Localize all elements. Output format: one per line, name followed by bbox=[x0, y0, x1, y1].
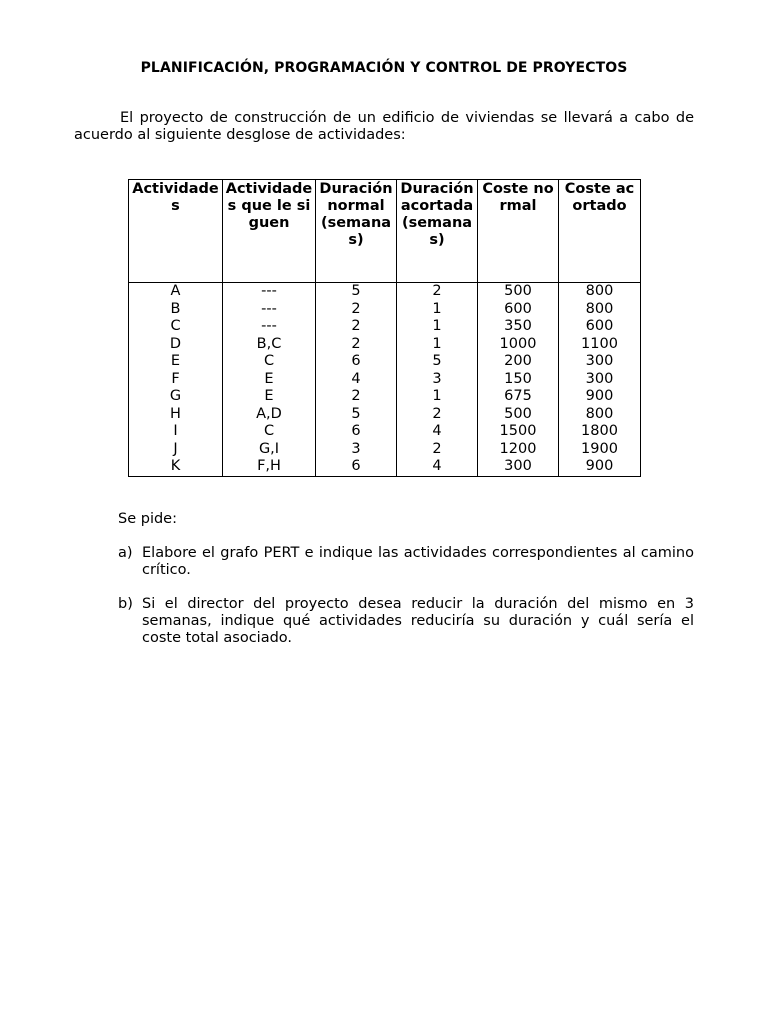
table-cell: 800 bbox=[559, 406, 641, 424]
table-cell: 4 bbox=[316, 371, 397, 389]
question-b bbox=[118, 596, 694, 647]
question-marker: b) bbox=[118, 596, 133, 612]
table-row bbox=[129, 353, 641, 371]
table-cell: E bbox=[223, 388, 316, 406]
table-cell: B bbox=[129, 301, 223, 319]
table-cell: 4 bbox=[397, 458, 478, 476]
table-row bbox=[129, 371, 641, 389]
table-cell: 900 bbox=[559, 388, 641, 406]
table-cell: E bbox=[223, 371, 316, 389]
header-coste-normal: Coste normal bbox=[478, 180, 559, 283]
table-cell: 1 bbox=[397, 336, 478, 354]
table-cell: --- bbox=[223, 301, 316, 319]
table-cell: 500 bbox=[478, 406, 559, 424]
question-text: Si el director del proyecto desea reducir la duración del mismo en 3 semanas, indique qué actividades reduciría su duración y cuál sería el coste total asociado. bbox=[142, 596, 694, 646]
table-cell: 5 bbox=[316, 283, 397, 301]
table-cell: G,I bbox=[223, 441, 316, 459]
table-cell: 675 bbox=[478, 388, 559, 406]
table-cell: H bbox=[129, 406, 223, 424]
table-cell: 2 bbox=[397, 283, 478, 301]
table-cell: K bbox=[129, 458, 223, 476]
table-row bbox=[129, 458, 641, 476]
table-row bbox=[129, 283, 641, 301]
table-cell: A bbox=[129, 283, 223, 301]
table-cell: 5 bbox=[316, 406, 397, 424]
table-cell: C bbox=[223, 353, 316, 371]
header-duracion-normal: Duración normal (semanas) bbox=[316, 180, 397, 283]
header-actividades: Actividades bbox=[129, 180, 223, 283]
table-header-row bbox=[129, 180, 641, 283]
table-row bbox=[129, 441, 641, 459]
table-cell: 6 bbox=[316, 423, 397, 441]
table-cell: 1800 bbox=[559, 423, 641, 441]
header-actividades-que-le-siguen: Actividades que le siguen bbox=[223, 180, 316, 283]
table-cell: 2 bbox=[316, 318, 397, 336]
table-cell: J bbox=[129, 441, 223, 459]
table-cell: B,C bbox=[223, 336, 316, 354]
table-cell: 1200 bbox=[478, 441, 559, 459]
table-cell: 600 bbox=[559, 318, 641, 336]
table-cell: 1 bbox=[397, 388, 478, 406]
table-cell: --- bbox=[223, 283, 316, 301]
table-cell: 2 bbox=[316, 388, 397, 406]
table-cell: A,D bbox=[223, 406, 316, 424]
table-cell: I bbox=[129, 423, 223, 441]
header-duracion-acortada: Duración acortada (semanas) bbox=[397, 180, 478, 283]
table-cell: 300 bbox=[478, 458, 559, 476]
table-row bbox=[129, 301, 641, 319]
table-row bbox=[129, 423, 641, 441]
table-row bbox=[129, 336, 641, 354]
table-cell: 6 bbox=[316, 353, 397, 371]
document-title: PLANIFICACIÓN, PROGRAMACIÓN Y CONTROL DE PROYECTOS bbox=[140, 60, 628, 76]
table-cell: 1 bbox=[397, 301, 478, 319]
table-cell: 300 bbox=[559, 371, 641, 389]
table-cell: 2 bbox=[397, 406, 478, 424]
table-cell: 600 bbox=[478, 301, 559, 319]
table-cell: E bbox=[129, 353, 223, 371]
table-cell: 3 bbox=[397, 371, 478, 389]
header-coste-acortado: Coste acortado bbox=[559, 180, 641, 283]
table-cell: 2 bbox=[316, 301, 397, 319]
table-cell: D bbox=[129, 336, 223, 354]
activities-table bbox=[128, 179, 641, 477]
table-cell: --- bbox=[223, 318, 316, 336]
question-marker: a) bbox=[118, 545, 133, 561]
table-cell: 3 bbox=[316, 441, 397, 459]
question-a bbox=[118, 545, 694, 579]
table-cell: 350 bbox=[478, 318, 559, 336]
table-cell: 2 bbox=[397, 441, 478, 459]
table-cell: C bbox=[129, 318, 223, 336]
table-cell: 1900 bbox=[559, 441, 641, 459]
table-body bbox=[129, 283, 641, 477]
table-cell: 5 bbox=[397, 353, 478, 371]
table-cell: 1 bbox=[397, 318, 478, 336]
table-row bbox=[129, 318, 641, 336]
table-cell: 1500 bbox=[478, 423, 559, 441]
table-row bbox=[129, 388, 641, 406]
table-cell: 4 bbox=[397, 423, 478, 441]
table-cell: C bbox=[223, 423, 316, 441]
table-row bbox=[129, 406, 641, 424]
question-text: Elabore el grafo PERT e indique las actividades correspondientes al camino crítico. bbox=[142, 545, 694, 578]
table-cell: 1100 bbox=[559, 336, 641, 354]
table-cell: 800 bbox=[559, 283, 641, 301]
table-cell: F,H bbox=[223, 458, 316, 476]
table-cell: 800 bbox=[559, 301, 641, 319]
table-cell: 1000 bbox=[478, 336, 559, 354]
table-cell: 900 bbox=[559, 458, 641, 476]
table-cell: 200 bbox=[478, 353, 559, 371]
table-cell: F bbox=[129, 371, 223, 389]
table-cell: 2 bbox=[316, 336, 397, 354]
table-cell: 6 bbox=[316, 458, 397, 476]
table-cell: G bbox=[129, 388, 223, 406]
table-cell: 150 bbox=[478, 371, 559, 389]
table-cell: 300 bbox=[559, 353, 641, 371]
se-pide-label: Se pide: bbox=[118, 511, 177, 527]
table-cell: 500 bbox=[478, 283, 559, 301]
intro-paragraph: El proyecto de construcción de un edificio de viviendas se llevará a cabo de acuerdo al siguiente desglose de actividades: bbox=[74, 110, 694, 143]
